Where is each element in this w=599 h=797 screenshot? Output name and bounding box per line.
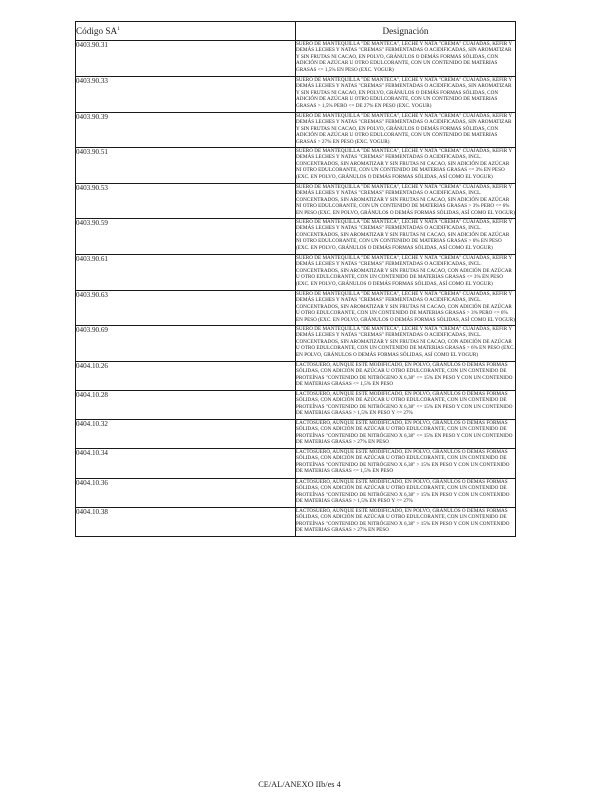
table-row [76, 113, 516, 148]
code-cell: 0404.10.34 [76, 449, 296, 479]
table-row [76, 41, 516, 77]
designation-cell: SUERO DE MANTEQUILLA "DE MANTECA", LECHE Y NATA "CREMA" CUAJADAS, KÉFIR Y DEMÁS LECHES Y NATAS "CREMAS" FERMENTADAS O ACIDIFICADAS, SIN AROMATIZAR Y SIN FRUTAS NI CACAO, EN POLVO, GRÁNULOS O DEMÁS FORMAS SÓLIDAS, CON ADICIÓN DE AZÚCAR U OTRO EDULCORANTE, CON UN CONTENIDO DE MATERIAS GRASAS > 1,5% PERO <= DE 27% EN PESO (EXC. YOGUR) [296, 77, 516, 113]
designation-cell: SUERO DE MANTEQUILLA "DE MANTECA", LECHE Y NATA "CREMA" CUAJADAS, KÉFIR Y DEMÁS LECHES Y NATAS "CREMAS" FERMENTADAS O ACIDIFICADAS, INCL. CONCENTRADOS, SIN AROMATIZAR Y SIN FRUTAS NI CACAO, CON ADICIÓN DE AZÚCAR U OTRO EDULCORANTE, CON UN CONTENIDO DE MATERIAS GRASAS > 3% PERO <= 6% EN PESO (EXC. EN POLVO, GRÁNULOS O DEMÁS FORMAS SÓLIDAS, ASÍ COMO EL YOGUR) [296, 291, 516, 326]
table-row [76, 326, 516, 362]
table-row [76, 508, 516, 537]
designation-cell: LACTOSUERO, AUNQUE ESTÉ MODIFICADO, EN POLVO, GRÁNULOS O DEMÁS FORMAS SÓLIDAS, CON ADICIÓN DE AZÚCAR U OTRO EDULCORANTE, CON UN CONTENIDO DE PROTEÍNAS "CONTENIDO DE NITRÓGENO X 6,38" > 15% EN PESO Y CON UN CONTENIDO DE MATERIAS GRASAS > 27% EN PESO [296, 508, 516, 537]
designation-cell: LACTOSUERO, AUNQUE ESTÉ MODIFICADO, EN POLVO, GRÁNULOS O DEMÁS FORMAS SÓLIDAS, CON ADICIÓN DE AZÚCAR U OTRO EDULCORANTE, CON UN CONTENIDO DE PROTEÍNAS "CONTENIDO DE NITRÓGENO X 6,38" > 15% EN PESO Y CON UN CONTENIDO DE MATERIAS GRASAS > 1,5% EN PESO Y <= 27% [296, 479, 516, 508]
table-row [76, 184, 516, 219]
page-footer: CE/AL/ANEXO IIb/es 4 [258, 780, 341, 789]
code-cell: 0404.10.26 [76, 362, 296, 391]
table-row [76, 449, 516, 479]
code-cell: 0403.90.33 [76, 77, 296, 113]
table-row [76, 148, 516, 184]
designation-column-header: Designación [296, 22, 516, 41]
footnote-marker: 1 [117, 25, 120, 32]
tariff-table [75, 21, 516, 537]
code-cell: 0403.90.31 [76, 41, 296, 77]
code-header-label: Código SA [76, 26, 118, 37]
designation-cell: LACTOSUERO, AUNQUE ESTÉ MODIFICADO, EN POLVO, GRÁNULOS O DEMÁS FORMAS SÓLIDAS, CON ADICIÓN DE AZÚCAR U OTRO EDULCORANTE, CON UN CONTENIDO DE PROTEÍNAS "CONTENIDO DE NITRÓGENO X 6,38" <= 15% EN PESO Y CON UN CONTENIDO DE MATERIAS GRASAS > 27% EN PESO [296, 420, 516, 449]
designation-cell: LACTOSUERO, AUNQUE ESTÉ MODIFICADO, EN POLVO, GRÁNULOS O DEMÁS FORMAS SÓLIDAS, CON ADICIÓN DE AZÚCAR U OTRO EDULCORANTE, CON UN CONTENIDO DE PROTEÍNAS "CONTENIDO DE NITRÓGENO X 6,38" <= 15% EN PESO Y CON UN CONTENIDO DE MATERIAS GRASAS <= 1,5% EN PESO [296, 362, 516, 391]
table-body [76, 41, 516, 537]
code-cell: 0403.90.63 [76, 291, 296, 326]
code-cell: 0403.90.51 [76, 148, 296, 184]
table-row [76, 420, 516, 449]
code-cell: 0403.90.59 [76, 219, 296, 255]
designation-cell: SUERO DE MANTEQUILLA "DE MANTECA", LECHE Y NATA "CREMA" CUAJADAS, KÉFIR Y DEMÁS LECHES Y NATAS "CREMAS" FERMENTADAS O ACIDIFICADAS, SIN AROMATIZAR Y SIN FRUTAS NI CACAO, EN POLVO, GRÁNULOS O DEMÁS FORMAS SÓLIDAS, CON ADICIÓN DE AZÚCAR U OTRO EDULCORANTE, CON UN CONTENIDO DE MATERIAS GRASAS <= 1,5% EN PESO (EXC. YOGUR) [296, 41, 516, 77]
table-row [76, 255, 516, 291]
table-row [76, 479, 516, 508]
table-row [76, 391, 516, 420]
designation-cell: SUERO DE MANTEQUILLA "DE MANTECA", LECHE Y NATA "CREMA" CUAJADAS, KÉFIR Y DEMÁS LECHES Y NATAS "CREMAS" FERMENTADAS O ACIDIFICADAS, INCL. CONCENTRADOS, SIN AROMATIZAR Y SIN FRUTAS NI CACAO, SIN ADICIÓN DE AZÚCAR NI OTRO EDULCORANTE, CON UN CONTENIDO DE MATERIAS GRASAS <= 3% EN PESO (EXC. EN POLVO, GRÁNULOS O DEMÁS FORMAS SÓLIDAS, ASÍ COMO EL YOGUR) [296, 148, 516, 184]
designation-cell: LACTOSUERO, AUNQUE ESTÉ MODIFICADO, EN POLVO, GRÁNULOS O DEMÁS FORMAS SÓLIDAS, CON ADICIÓN DE AZÚCAR U OTRO EDULCORANTE, CON UN CONTENIDO DE PROTEÍNAS "CONTENIDO DE NITRÓGENO X 6,38" <= 15% EN PESO Y CON UN CONTENIDO DE MATERIAS GRASAS > 1,5% EN PESO Y <= 27% [296, 391, 516, 420]
designation-cell: SUERO DE MANTEQUILLA "DE MANTECA", LECHE Y NATA "CREMA" CUAJADAS, KÉFIR Y DEMÁS LECHES Y NATAS "CREMAS" FERMENTADAS O ACIDIFICADAS, SIN AROMATIZAR Y SIN FRUTAS NI CACAO, EN POLVO, GRÁNULOS O DEMÁS FORMAS SÓLIDAS, CON ADICIÓN DE AZÚCAR U OTRO EDULCORANTE, CON UN CONTENIDO DE MATERIAS GRASAS > 27% EN PESO (EXC. YOGUR) [296, 113, 516, 148]
code-cell: 0403.90.69 [76, 326, 296, 362]
code-cell: 0404.10.32 [76, 420, 296, 449]
designation-cell: SUERO DE MANTEQUILLA "DE MANTECA", LECHE Y NATA "CREMA" CUAJADAS, KÉFIR Y DEMÁS LECHES Y NATAS "CREMAS" FERMENTADAS O ACIDIFICADAS, INCL. CONCENTRADOS, SIN AROMATIZAR Y SIN FRUTAS NI CACAO, SIN ADICIÓN DE AZÚCAR NI OTRO EDULCORANTE, CON UN CONTENIDO DE MATERIAS GRASAS > 6% EN PESO (EXC. EN POLVO, GRÁNULOS O DEMÁS FORMAS SÓLIDAS, ASÍ COMO EL YOGUR) [296, 219, 516, 255]
designation-cell: SUERO DE MANTEQUILLA "DE MANTECA", LECHE Y NATA "CREMA" CUAJADAS, KÉFIR Y DEMÁS LECHES Y NATAS "CREMAS" FERMENTADAS O ACIDIFICADAS, INCL. CONCENTRADOS, SIN AROMATIZAR Y SIN FRUTAS NI CACAO, CON ADICIÓN DE AZÚCAR U OTRO EDULCORANTE, CON UN CONTENIDO DE MATERIAS GRASAS <= 3% EN PESO (EXC. EN POLVO, GRÁNULOS O DEMÁS FORMAS SÓLIDAS, ASÍ COMO EL YOGUR) [296, 255, 516, 291]
code-cell: 0403.90.61 [76, 255, 296, 291]
table-row [76, 77, 516, 113]
code-cell: 0404.10.36 [76, 479, 296, 508]
code-cell: 0403.90.39 [76, 113, 296, 148]
code-cell: 0404.10.38 [76, 508, 296, 537]
designation-cell: LACTOSUERO, AUNQUE ESTÉ MODIFICADO, EN POLVO, GRÁNULOS O DEMÁS FORMAS SÓLIDAS, CON ADICIÓN DE AZÚCAR U OTRO EDULCORANTE, CON UN CONTENIDO DE PROTEÍNAS "CONTENIDO DE NITRÓGENO X 6,38" > 15% EN PESO Y CON UN CONTENIDO DE MATERIAS GRASAS <= 1,5% EN PESO [296, 449, 516, 479]
code-cell: 0403.90.53 [76, 184, 296, 219]
designation-cell: SUERO DE MANTEQUILLA "DE MANTECA", LECHE Y NATA "CREMA" CUAJADAS, KÉFIR Y DEMÁS LECHES Y NATAS "CREMAS" FERMENTADAS O ACIDIFICADAS, INCL. CONCENTRADOS, SIN AROMATIZAR Y SIN FRUTAS NI CACAO, CON ADICIÓN DE AZÚCAR U OTRO EDULCORANTE, CON UN CONTENIDO DE MATERIAS GRASAS > 6% EN PESO (EXC. EN POLVO, GRÁNULOS O DEMÁS FORMAS SÓLIDAS, ASÍ COMO EL YOGUR) [296, 326, 516, 362]
code-column-header [76, 22, 296, 41]
table-row [76, 362, 516, 391]
table-row [76, 291, 516, 326]
table-row [76, 219, 516, 255]
designation-cell: SUERO DE MANTEQUILLA "DE MANTECA", LECHE Y NATA "CREMA" CUAJADAS, KÉFIR Y DEMÁS LECHES Y NATAS "CREMAS" FERMENTADAS O ACIDIFICADAS, INCL. CONCENTRADOS, SIN AROMATIZAR Y SIN FRUTAS NI CACAO, SIN ADICIÓN DE AZÚCAR NI OTRO EDULCORANTE, CON UN CONTENIDO DE MATERIAS GRASAS > 3% PERO <= 6% EN PESO (EXC. EN POLVO, GRÁNULOS O DEMÁS FORMAS SÓLIDAS, ASÍ COMO EL YOGUR) [296, 184, 516, 219]
code-cell: 0404.10.28 [76, 391, 296, 420]
table-header-row [76, 22, 516, 41]
